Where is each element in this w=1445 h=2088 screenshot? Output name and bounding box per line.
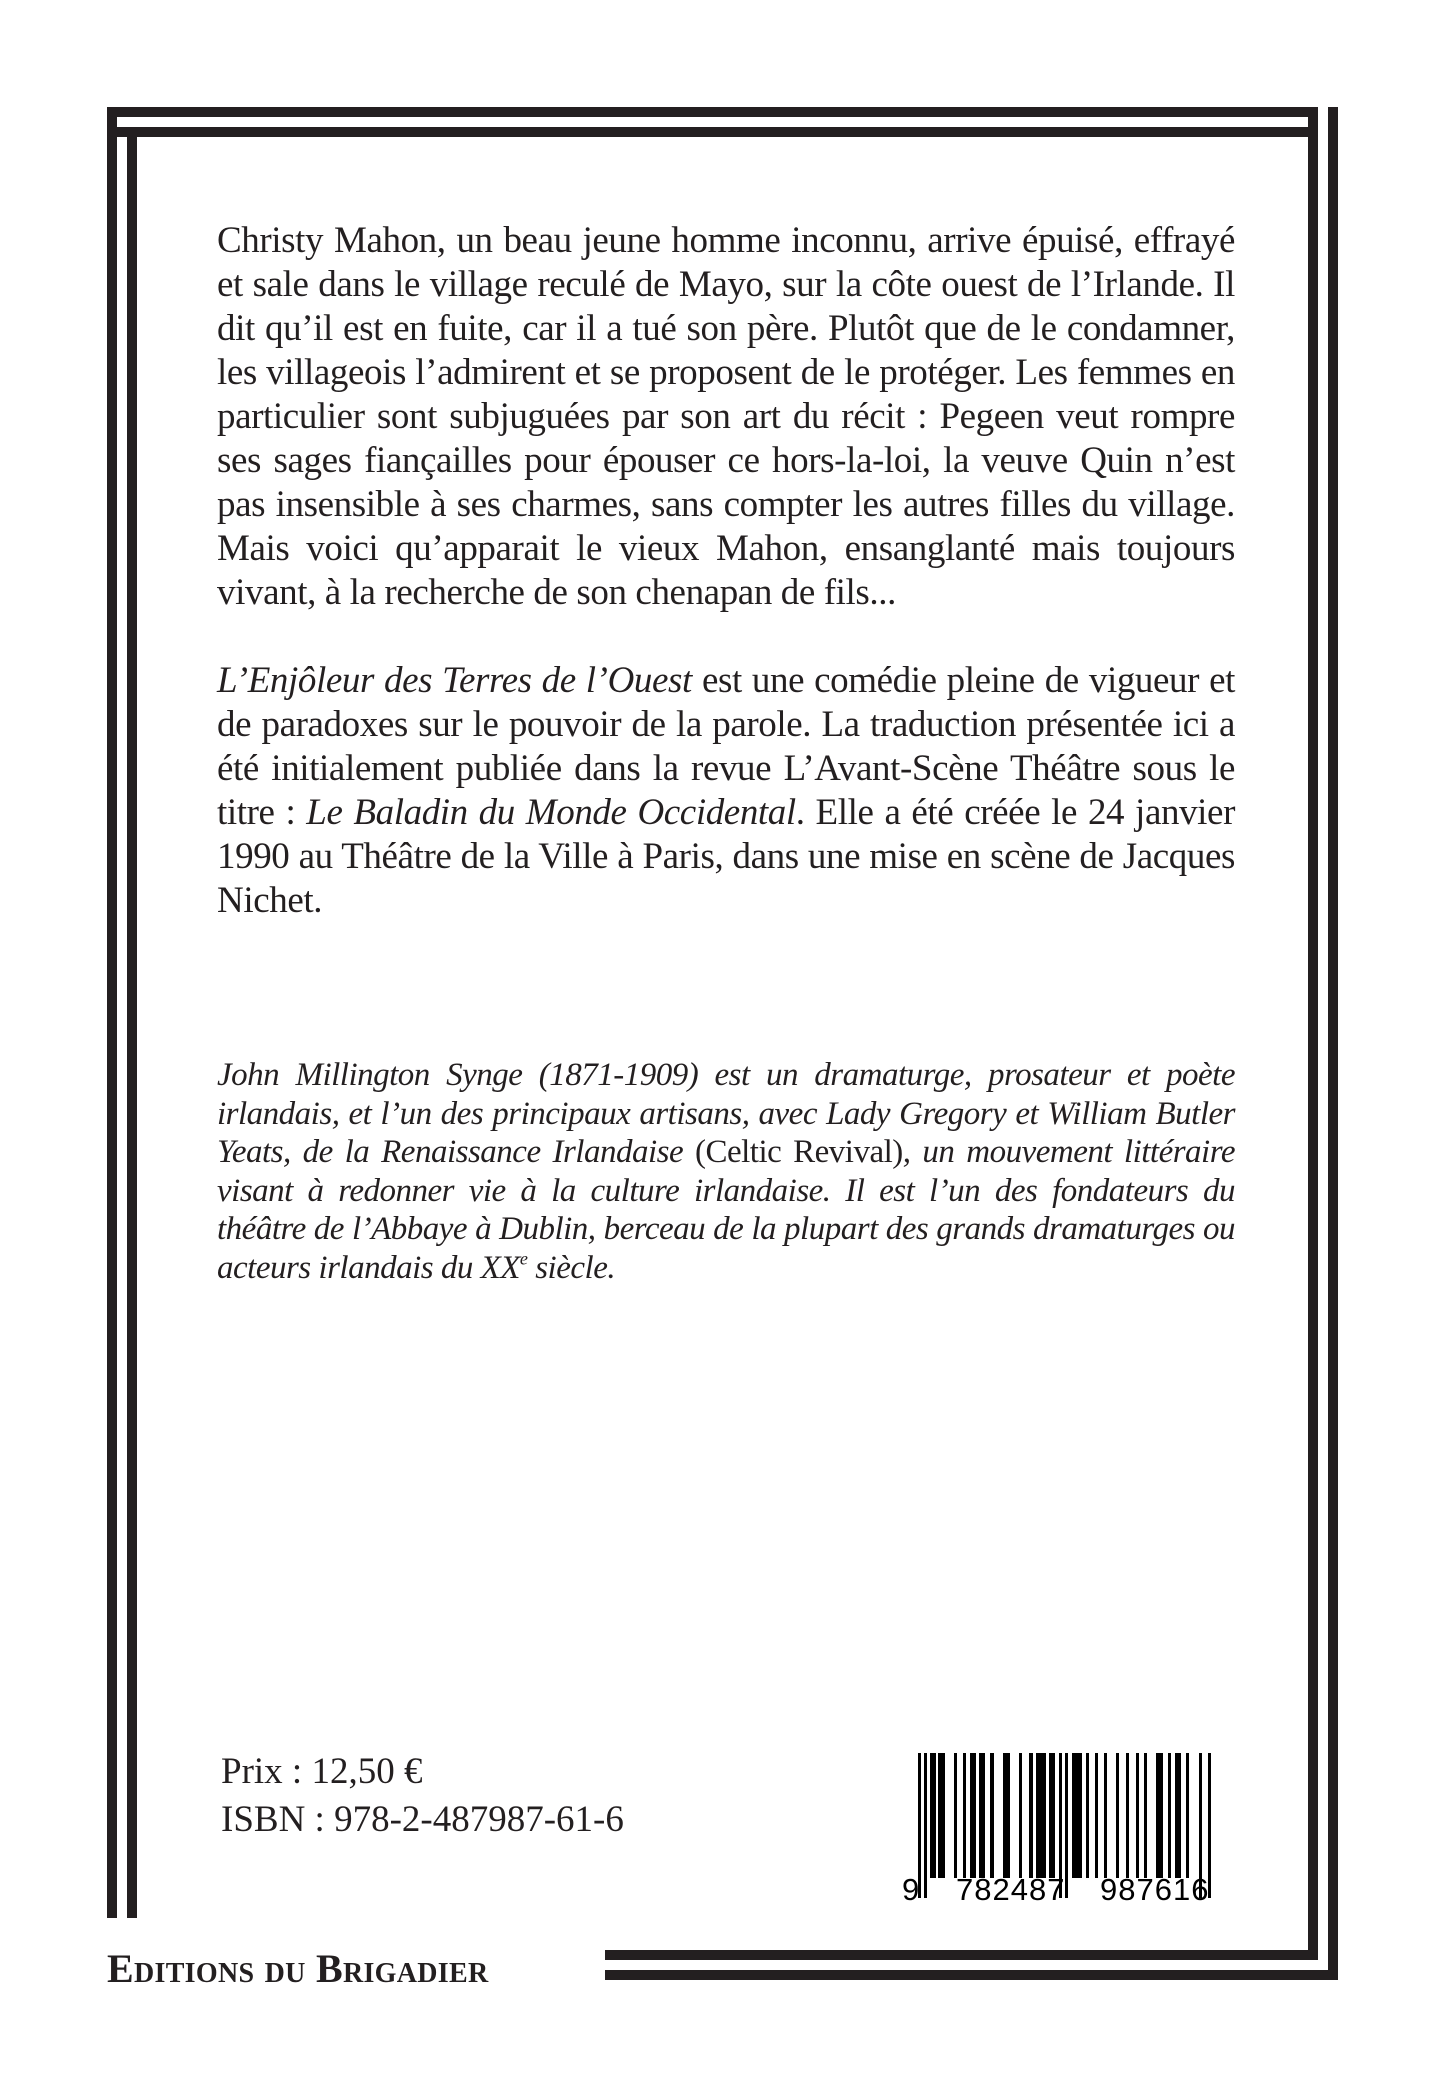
isbn-label: ISBN : 978-2-487987-61-6	[221, 1799, 624, 1840]
bio-text: siècle.	[527, 1249, 616, 1286]
bio-text: John Millington Synge (1871-1909) est un dramaturge, prosateur et poète irlandais, et l’un des principaux artisans, avec Lady Gregory et William Butler Yeats, de la Renaissance Irlandaise	[217, 1057, 1235, 1170]
barcode-digits-left: 782487	[956, 1872, 1066, 1907]
book-meta	[221, 1748, 624, 1844]
frame-bottom-inner-line	[605, 1950, 1318, 1960]
play-title: L’Enjôleur des Terres de l’Ouest	[217, 660, 692, 701]
barcode-digit-first: 9	[902, 1872, 920, 1907]
frame-top-inner-line	[107, 127, 1318, 137]
frame-left-outer-line	[107, 107, 117, 1918]
synopsis-text: . Elle a été créée le 24 janvier 1990 au Théâtre de la Ville à Paris, dans une mise en scène de Jacques Nichet.	[217, 792, 1235, 921]
bio-upright-text: (Celtic Revival)	[694, 1134, 903, 1170]
barcode-digits	[890, 1872, 1250, 1912]
publisher-name: Editions du Brigadier	[107, 1946, 489, 1991]
synopsis	[217, 219, 1235, 923]
author-bio	[217, 1056, 1235, 1287]
frame-left-inner-line	[127, 127, 137, 1918]
synopsis-paragraph-2	[217, 659, 1235, 923]
author-bio-paragraph	[217, 1056, 1235, 1287]
barcode-digits-right: 987616	[1100, 1872, 1210, 1907]
bio-text: , un mouvement littéraire visant à redonner vie à la culture irlandaise. Il est l’un des fondateurs du théâtre de l’Abbaye à Dublin, berceau de la plupart des grands dramaturges ou acteurs irlandais du XX	[217, 1134, 1235, 1286]
frame-bottom-outer-line	[605, 1970, 1338, 1980]
synopsis-text: est une comédie pleine de vigueur et de paradoxes sur le pouvoir de la parole. La traduction présentée ici a été initialement publiée dans la revue L’Avant-Scène Théâtre sous le titre :	[217, 660, 1235, 833]
frame-right-inner-line	[1308, 107, 1318, 1960]
frame-right-outer-line	[1328, 107, 1338, 1980]
alt-play-title: Le Baladin du Monde Occidental	[306, 792, 796, 833]
price-label: Prix : 12,50 €	[221, 1751, 423, 1792]
synopsis-paragraph-1: Christy Mahon, un beau jeune homme inconnu, arrive épuisé, effrayé et sale dans le village reculé de Mayo, sur la côte ouest de l’Irlande. Il dit qu’il est en fuite, car il a tué son père. Plutôt que de le condamner, les villageois l’admirent et se proposent de le protéger. Les femmes en particulier sont subjuguées par son art du récit : Pegeen veut rompre ses sages fiançailles pour épouser ce hors-la-loi, la veuve Quin n’est pas insensible à ses charmes, sans compter les autres filles du village. Mais voici qu’apparait le vieux Mahon, ensanglanté mais toujours vivant, à la recherche de son chenapan de fils...	[217, 220, 1235, 613]
century-superscript: e	[519, 1247, 528, 1268]
frame-top-outer-line	[107, 107, 1318, 117]
